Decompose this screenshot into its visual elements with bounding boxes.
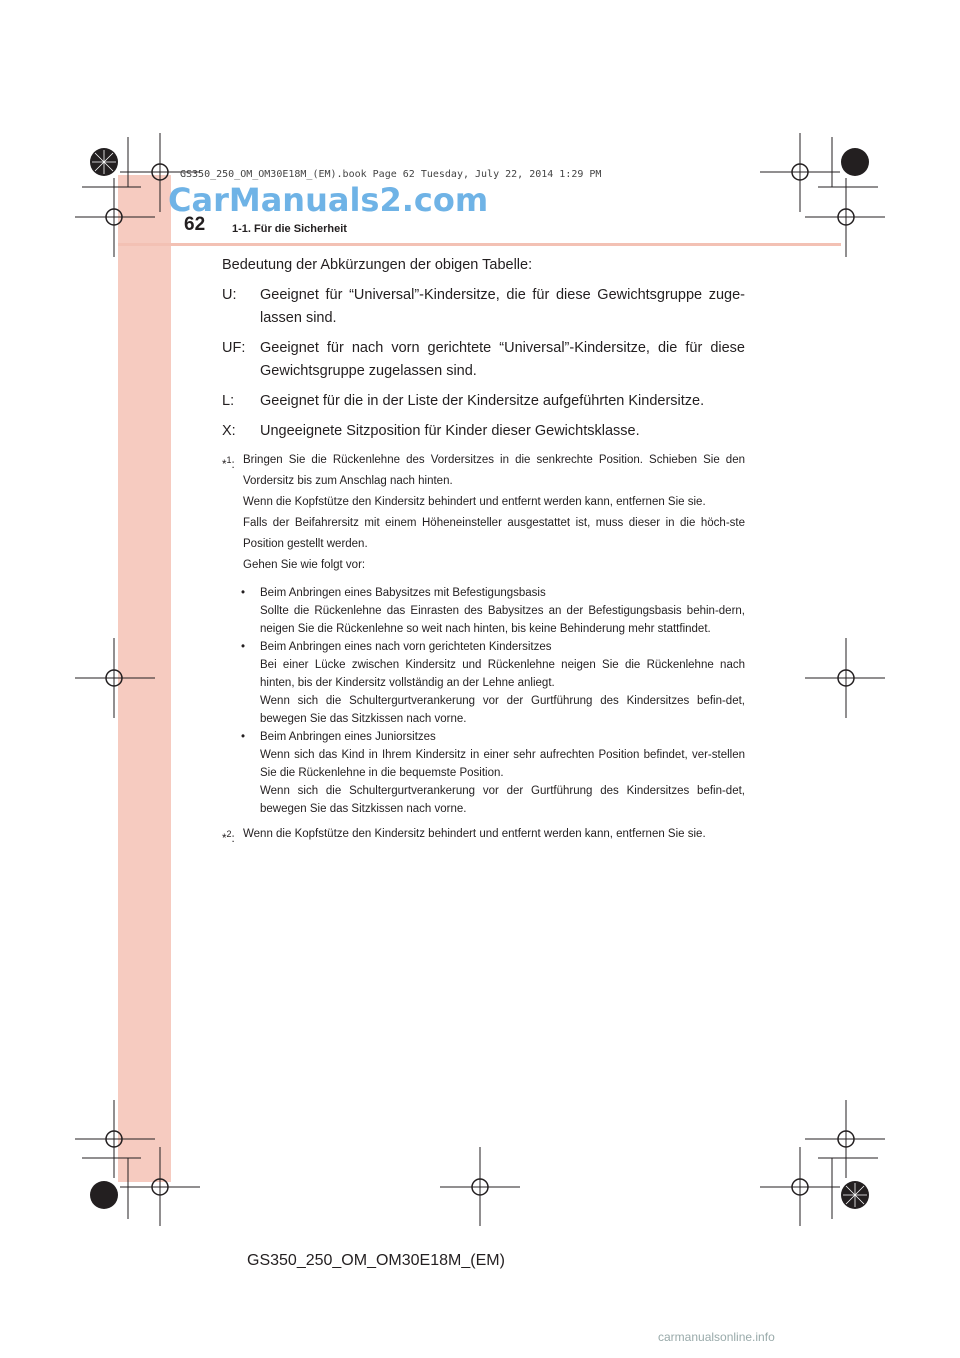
bullet-dot-icon: • [241,587,246,599]
bullet-title: Beim Anbringen eines Babysitzes mit Befestigungsbasis [260,587,546,599]
bullet-dot-icon: • [241,641,246,653]
main-content [222,254,745,850]
definition-abbr: X: [222,423,236,439]
intro-text: Bedeutung der Abkürzungen der obigen Tabelle: [222,257,533,273]
definition-text: Ungeeignete Sitzposition für Kinder dieser Gewichtsklasse. [260,423,640,439]
footnote-line: Wenn die Kopfstütze den Kindersitz behindert und entfernt werden kann, entfernen Sie sie. [243,496,706,508]
bullet-line: Wenn sich die Schultergurtverankerung vor der Gurtführung des Kindersitzes befin-det, bewegen Sie das Sitzkissen nach vorne. [260,695,745,725]
footnote-2 [222,824,745,850]
bullet-list [241,584,745,818]
bullet-line: Bei einer Lücke zwischen Kindersitz und Rückenlehne neigen Sie die Rückenlehne nach hinten, bis der Kindersitz vollständig an der Lehne anliegt. [260,659,745,689]
book-file-line: GS350_250_OM_OM30E18M_(EM).book Page 62 Tuesday, July 22, 2014 1:29 PM [180,169,602,180]
footer-code: GS350_250_OM_OM30E18M_(EM) [247,1252,505,1269]
bullet-line: Sollte die Rückenlehne das Einrasten des Babysitzes an der Befestigungsbasis behin-dern, neigen Sie die Rückenlehne so weit nach hinten, bis keine Behinderung mehr stattfindet. [260,605,745,635]
bullet-title: Beim Anbringen eines nach vorn gerichteten Kindersitzes [260,641,552,653]
definition-text: Geeignet für nach vorn gerichtete “Universal”-Kindersitze, die für diese Gewichtsgruppe zugelassen sind. [260,340,745,379]
definition-abbr: UF: [222,340,246,356]
footnote-marker: *$^2$: [222,829,235,845]
watermark-logo[interactable]: CarManuals2.com [168,181,489,219]
bullet-line: Wenn sich das Kind in Ihrem Kindersitz in einer sehr aufrechten Position befindet, ver-stellen Sie die Rückenlehne in die bequemste Position. [260,749,745,779]
footnote-line: Bringen Sie die Rückenlehne des Vordersitzes in die senkrechte Position. Schieben Sie den Vordersitz bis zum Anschlag nach hinten. [243,454,745,487]
definition-row [222,390,745,413]
page-number: 62 [184,214,206,235]
definition-abbr: U: [222,287,237,303]
bullet-title: Beim Anbringen eines Juniorsitzes [260,731,436,743]
definition-row [222,420,745,443]
definition-text: Geeignet für “Universal”-Kindersitze, die für diese Gewichtsgruppe zuge-lassen sind. [260,287,745,326]
definition-row [222,337,745,383]
definition-row [222,284,745,330]
definition-text: Geeignet für die in der Liste der Kindersitze aufgeführten Kindersitze. [260,393,705,409]
bullet-item [241,728,745,818]
footnote-line: Gehen Sie wie folgt vor: [243,559,366,571]
footnote-marker: *$^1$: [222,455,235,471]
footnote-1 [222,450,745,576]
bullet-dot-icon: • [241,731,246,743]
bullet-item [241,638,745,728]
footer-logo[interactable]: carmanualsonline.info [658,1330,775,1344]
footnote-body [243,450,745,576]
section-title: 1-1. Für die Sicherheit [232,223,347,235]
bullet-item [241,584,745,638]
footnote-line: Falls der Beifahrersitz mit einem Höheneinsteller ausgestattet ist, muss dieser in die höch-ste Position gestellt werden. [243,517,745,550]
bullet-line: Wenn sich die Schultergurtverankerung vor der Gurtführung des Kindersitzes befin-det, bewegen Sie das Sitzkissen nach vorne. [260,785,745,815]
footnote-body [243,824,745,850]
definition-abbr: L: [222,393,235,409]
footnote-line: Wenn die Kopfstütze den Kindersitz behindert und entfernt werden kann, entfernen Sie sie. [243,828,706,840]
